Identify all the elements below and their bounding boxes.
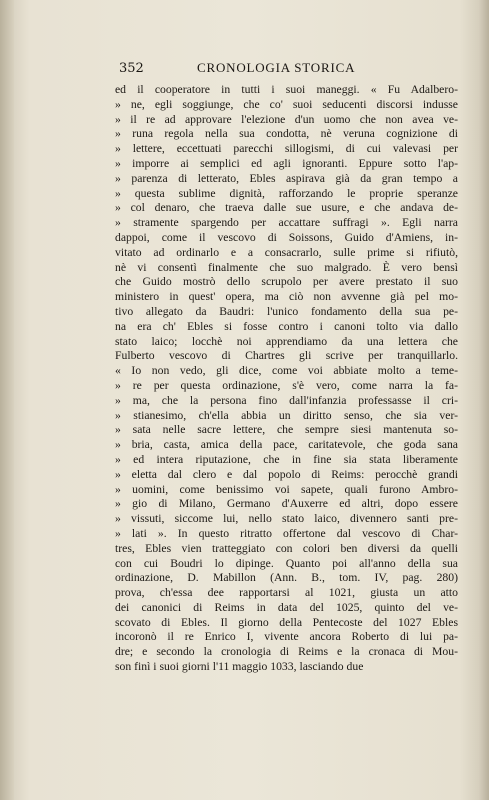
text-line: » lettere, eccettuati parecchi sillogismi, di cui valevasi per: [115, 142, 458, 156]
text-line: dappoi, come il vescovo di Soissons, Guido d'Amiens, in-: [115, 230, 458, 244]
text-line: che Guido mostrò dello scrupolo per avere prestato il suo: [115, 275, 458, 289]
page-gutter-shadow: [0, 0, 14, 800]
text-line: Fulberto vescovo di Chartres gli scrive per tranquillarlo.: [115, 349, 458, 363]
text-line: » ed intera riputazione, che in fine sia stata liberamente: [115, 452, 458, 466]
text-line: » runa regola nella sua condotta, nè veruna cognizione di: [115, 127, 458, 141]
text-line: dei canonici di Reims in data del 1025, quinto del ve-: [115, 600, 458, 614]
text-line: ordinazione, D. Mabillon (Ann. B., tom. IV, pag. 280): [115, 571, 458, 585]
text-line: » bria, casta, amica della pace, caritatevole, che goda sana: [115, 438, 458, 452]
text-line: » ne, egli soggiunge, che co' suoi seducenti discorsi indusse: [115, 97, 458, 111]
text-line: nè vi consentì finalmente che suo malgrado. È vero bensì: [115, 260, 458, 274]
text-line: » re per questa ordinazione, s'è vero, come narra la fa-: [115, 378, 458, 392]
text-line: scovato di Ebles. Il giorno della Pentecoste del 1027 Ebles: [115, 615, 458, 629]
text-line: » questa sublime dignità, rafforzando le proprie speranze: [115, 186, 458, 200]
text-line: prova, ch'essa dee rapportarsi al 1021, giusta un atto: [115, 586, 458, 600]
text-line: stato laico; locchè noi apprendiamo da una lettera che: [115, 334, 458, 348]
page-edge-shadow: [479, 0, 489, 800]
running-title: CRONOLOGIA STORICA: [197, 60, 356, 75]
text-line: na era ch' Ebles si fosse contro i canoni tolto via dallo: [115, 319, 458, 333]
text-line: » gio di Milano, Germano d'Auxerre ed altri, dopo essere: [115, 497, 458, 511]
text-line: » lati ». In questo ritratto offertone dal vescovo di Char-: [115, 526, 458, 540]
text-line: tres, Ebles vien tratteggiato con colori ben diversi da quelli: [115, 541, 458, 555]
text-line: vitato ad ordinarlo e a consacrarlo, sulle prime si rifiutò,: [115, 245, 458, 259]
text-line: » uomini, come benissimo voi sapete, quali furono Ambro-: [115, 482, 458, 496]
running-header: [119, 60, 455, 80]
text-line: » vissuti, siccome lui, nello stato laico, divennero santi pre-: [115, 512, 458, 526]
text-line: con cui Boudri lo dipinge. Quanto poi all'anno della sua: [115, 556, 458, 570]
page-number: 352: [119, 61, 144, 76]
text-line: ed il cooperatore in tutti i suoi maneggi. « Fu Adalbero-: [115, 83, 458, 96]
text-line: tivo allegato da Baudri: l'unico fondamento della sua pe-: [115, 304, 458, 318]
text-line: » stianesimo, ch'ella abbia un diritto senso, che sia ver-: [115, 408, 458, 422]
text-line: incoronò il re Enrico I, vivente ancora Roberto di lui pa-: [115, 630, 458, 644]
body-text: [115, 83, 458, 675]
text-line: » eletta dal clero e dal popolo di Reims: perocchè grandi: [115, 467, 458, 481]
text-line: » col denaro, che traeva dalle sue usure, e che andava de-: [115, 201, 458, 215]
text-line: » ma, che la persona fino dall'infanzia professasse il cri-: [115, 393, 458, 407]
text-line: » parenza di letterato, Ebles aspirava già da gran tempo a: [115, 171, 458, 185]
text-line: ministero in quest' opera, ma ciò non avvenne già pel mo-: [115, 290, 458, 304]
text-line: « Io non vedo, gli dice, come voi abbiate molto a teme-: [115, 364, 458, 378]
text-line: » imporre ai semplici ed agli ignoranti. Eppure sotto l'ap-: [115, 156, 458, 170]
text-line: dre; e secondo la cronologia di Reims e la cronaca di Mou-: [115, 645, 458, 659]
text-line: » il re ad approvare l'elezione d'un uomo che non avea ve-: [115, 112, 458, 126]
text-line: son finì i suoi giorni l'11 maggio 1033, lasciando due: [115, 660, 364, 674]
text-line: » stramente spargendo per accattare suffragi ». Egli narra: [115, 216, 458, 230]
text-line: » sata nelle sacre lettere, che sempre siesi mantenuta so-: [115, 423, 458, 437]
